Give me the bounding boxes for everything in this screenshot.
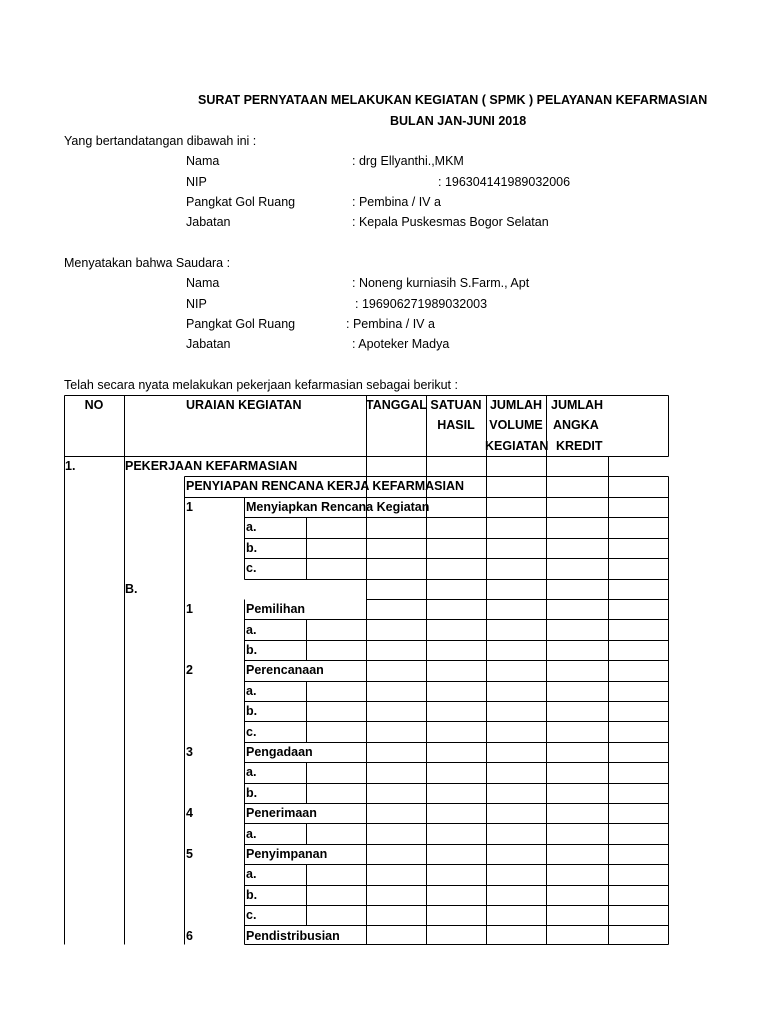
signer-nama-label: Nama [186, 154, 220, 168]
item-title: Penerimaan [246, 806, 317, 820]
item-letter: c. [246, 908, 257, 922]
document-title: SURAT PERNYATAAN MELAKUKAN KEGIATAN ( SPMK ) PELAYANAN KEFARMASIAN [198, 93, 708, 107]
item-title: Pendistribusian [246, 929, 340, 943]
item-letter: b. [246, 786, 258, 800]
item-number: 1 [186, 602, 193, 616]
item-title: Perencanaan [246, 663, 324, 677]
item-letter: b. [246, 643, 258, 657]
section-title: B. [125, 582, 138, 596]
subject-nama-value: : Noneng kurniasih S.Farm., Apt [352, 276, 530, 290]
item-letter: c. [246, 561, 257, 575]
item-number: 2 [186, 663, 193, 677]
item-title: Pemilihan [246, 602, 306, 616]
subsection-title: PENYIAPAN RENCANA KERJA KEFARMASIAN [186, 479, 465, 493]
item-letter: b. [246, 704, 258, 718]
header-no: NO [84, 398, 104, 412]
signer-nip-value: : 196304141989032006 [438, 175, 571, 189]
item-letter: a. [246, 520, 257, 534]
item-number: 6 [186, 929, 193, 943]
subject-pangkat-label: Pangkat Gol Ruang [186, 317, 296, 331]
subject-pangkat-value: : Pembina / IV a [346, 317, 435, 331]
item-letter: a. [246, 827, 257, 841]
subject-nip-label: NIP [186, 297, 207, 311]
header-kredit-2: ANGKA [553, 418, 599, 432]
statement-text: Telah secara nyata melakukan pekerjaan kefarmasian sebagai berikut : [64, 378, 458, 392]
header-kredit-3: KREDIT [556, 439, 603, 453]
item-number: 3 [186, 745, 193, 759]
item-title: Pengadaan [246, 745, 313, 759]
header-tanggal: TANGGAL [366, 398, 427, 412]
item-letter: a. [246, 765, 257, 779]
header-satuan-1: SATUAN [430, 398, 482, 412]
item-number: 1 [186, 500, 193, 514]
subject-jabatan-label: Jabatan [186, 337, 231, 351]
item-number: 4 [186, 806, 193, 820]
signer-pangkat-value: : Pembina / IV a [352, 195, 441, 209]
header-volume-2: VOLUME [489, 418, 543, 432]
header-kredit-1: JUMLAH [551, 398, 604, 412]
row-no: 1. [65, 459, 76, 473]
signer-intro: Yang bertandatangan dibawah ini : [64, 134, 257, 148]
header-volume-1: JUMLAH [489, 398, 543, 412]
item-letter: a. [246, 684, 257, 698]
item-letter: b. [246, 888, 258, 902]
item-title: Penyimpanan [246, 847, 328, 861]
signer-jabatan-label: Jabatan [186, 215, 231, 229]
subject-jabatan-value: : Apoteker Madya [352, 337, 450, 351]
item-number: 5 [186, 847, 193, 861]
signer-pangkat-label: Pangkat Gol Ruang [186, 195, 296, 209]
header-satuan-2: HASIL [437, 418, 475, 432]
section-title: PEKERJAAN KEFARMASIAN [125, 459, 298, 473]
item-letter: a. [246, 623, 257, 637]
document-period: BULAN JAN-JUNI 2018 [390, 114, 527, 128]
header-uraian: URAIAN KEGIATAN [186, 398, 302, 412]
subject-nama-label: Nama [186, 276, 220, 290]
signer-nama-value: : drg Ellyanthi.,MKM [352, 154, 464, 168]
signer-jabatan-value: : Kepala Puskesmas Bogor Selatan [352, 215, 549, 229]
item-title: Menyiapkan Rencana Kegiatan [246, 500, 430, 514]
subject-nip-value: : 196906271989032003 [355, 297, 488, 311]
signer-nip-label: NIP [186, 175, 207, 189]
subject-intro: Menyatakan bahwa Saudara : [64, 256, 231, 270]
item-letter: c. [246, 725, 257, 739]
item-letter: a. [246, 867, 257, 881]
header-volume-3: KEGIATAN [485, 439, 549, 453]
item-letter: b. [246, 541, 258, 555]
